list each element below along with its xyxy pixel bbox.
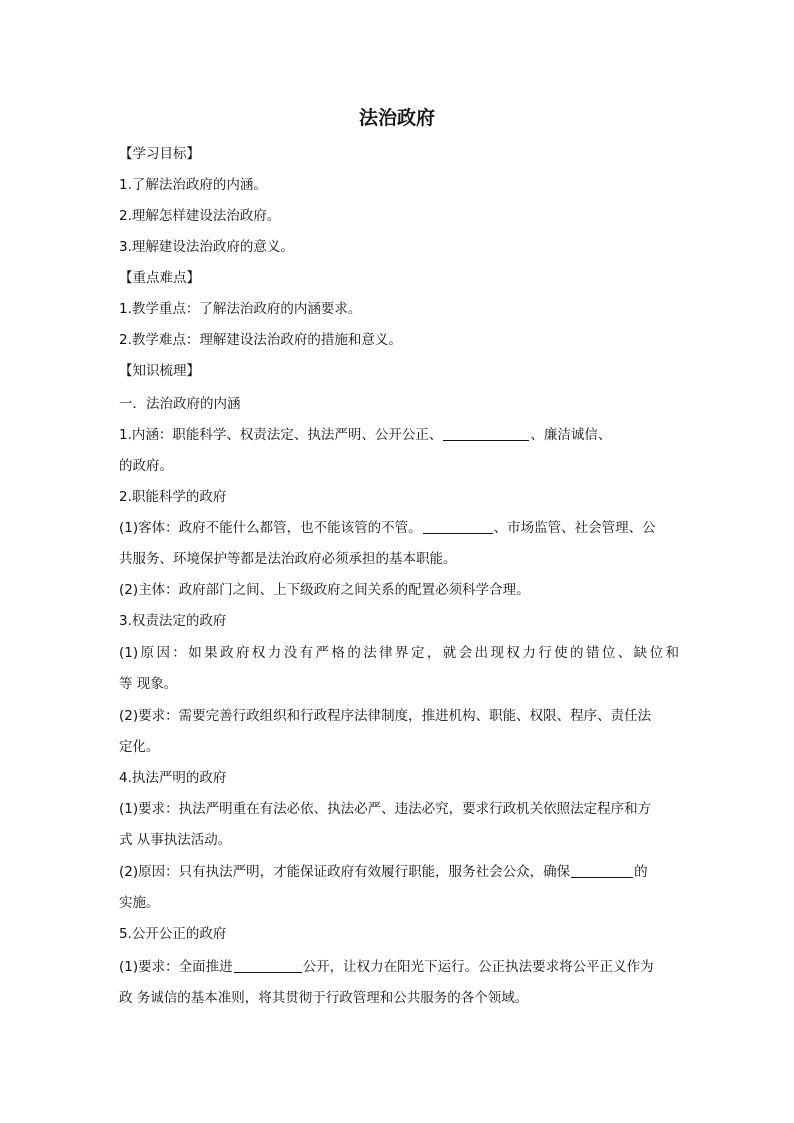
section-heading-4: 4.执法严明的政府	[119, 770, 227, 786]
paragraph-4-1-line-1: (1)要求：执法严明重在有法必依、执法必严、违法必究，要求行政机关依照法定程序和方	[119, 801, 652, 817]
paragraph-5-1-line-2: 政 务诚信的基本准则，将其贯彻于行政管理和公共服务的各个领域。	[119, 990, 529, 1006]
text-segment: (2)原因：只有执法严明，才能保证政府有效履行职能，服务社会公众，确保	[119, 864, 571, 880]
paragraph-3-1-line-2: 等 现象。	[119, 676, 178, 692]
paragraph-2-1-line-2: 共服务、环境保护等都是法治政府必须承担的基本职能。	[119, 551, 457, 567]
goal-item-2: 2.理解怎样建设法治政府。	[119, 208, 281, 224]
text-segment: (1)要求：全面推进	[119, 959, 233, 975]
paragraph-1-line-1	[119, 425, 679, 445]
fill-blank[interactable]	[234, 958, 302, 973]
section-heading-3: 3.权责法定的政府	[119, 613, 227, 629]
fill-blank[interactable]	[571, 863, 633, 878]
paragraph-2-1-line-1	[119, 518, 679, 538]
key-item-1: 1.教学重点：了解法治政府的内涵要求。	[119, 301, 362, 317]
text-segment: 1.内涵：职能科学、权责法定、执法严明、公开公正、	[119, 427, 443, 443]
paragraph-4-1-line-2: 式 从事执法活动。	[119, 832, 232, 848]
text-segment: 、市场监管、社会管理、公	[493, 520, 656, 536]
text-segment: 的	[634, 864, 648, 880]
knowledge-header: 【知识梳理】	[119, 363, 200, 379]
text-segment: 、廉洁诚信、	[530, 427, 612, 443]
paragraph-5-1-line-1	[119, 957, 679, 977]
paragraph-4-2-line-2: 实施。	[119, 895, 160, 911]
text-segment: 公开，让权力在阳光下运行。公正执法要求将公平正义作为	[302, 959, 654, 975]
section-heading-1: 一．法治政府的内涵	[119, 396, 241, 412]
key-header: 【重点难点】	[119, 270, 200, 286]
goal-item-3: 3.理解建设法治政府的意义。	[119, 239, 294, 255]
document-title: 法治政府	[358, 107, 435, 129]
text-segment: (1)客体：政府不能什么都管，也不能该管的不管。	[119, 520, 422, 536]
key-item-2: 2.教学难点：理解建设法治政府的措施和意义。	[119, 332, 402, 348]
paragraph-3-1-line-1: (1)原因：如果政府权力没有严格的法律界定，就会出现权力行使的错位、缺位和	[119, 645, 679, 661]
goal-item-1: 1.了解法治政府的内涵。	[119, 177, 267, 193]
paragraph-1-line-2: 的政府。	[119, 458, 173, 474]
section-heading-5: 5.公开公正的政府	[119, 926, 227, 942]
paragraph-2-2: (2)主体：政府部门之间、上下级政府之间关系的配置必须科学合理。	[119, 582, 530, 598]
goals-header: 【学习目标】	[119, 146, 200, 162]
paragraph-3-2-line-2: 定化。	[119, 739, 160, 755]
paragraph-3-2-line-1: (2)要求：需要完善行政组织和行政程序法律制度，推进机构、职能、权限、程序、责任法	[119, 708, 652, 724]
fill-blank[interactable]	[423, 519, 493, 534]
paragraph-4-2-line-1	[119, 862, 679, 882]
fill-blank[interactable]	[443, 426, 529, 441]
section-heading-2: 2.职能科学的政府	[119, 489, 227, 505]
